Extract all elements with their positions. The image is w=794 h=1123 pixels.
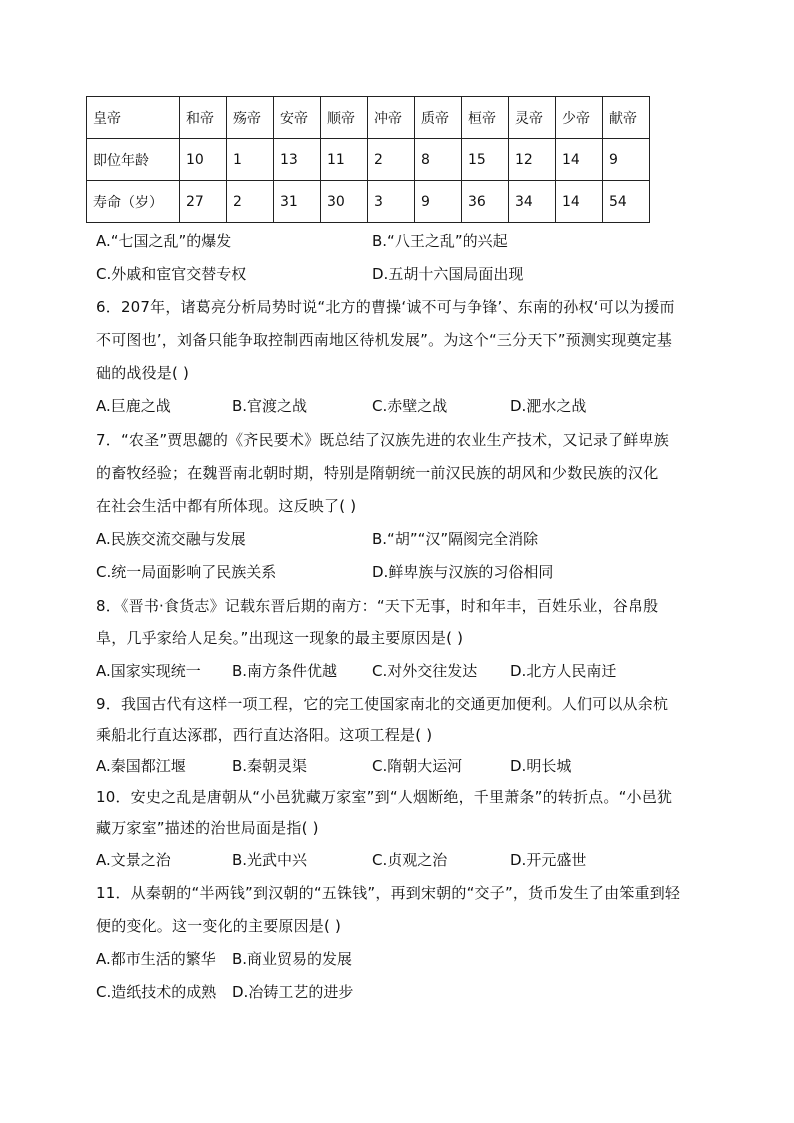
- table-cell: 少帝: [556, 97, 603, 139]
- option-b[interactable]: B.光武中兴: [232, 851, 308, 869]
- table-cell: 15: [462, 139, 509, 181]
- table-cell: 皇帝: [87, 97, 180, 139]
- option-c[interactable]: C.对外交往发达: [372, 662, 478, 680]
- option-b[interactable]: B.官渡之战: [232, 397, 308, 415]
- table-cell: 殇帝: [227, 97, 274, 139]
- option-a[interactable]: A.民族交流交融与发展: [96, 530, 246, 548]
- table-cell: 寿命（岁）: [87, 181, 180, 223]
- table-cell: 质帝: [415, 97, 462, 139]
- question-7-line: 的畜牧经验；在魏晋南北朝时期，特别是隋朝统一前汉民族的胡风和少数民族的汉化: [96, 464, 659, 482]
- question-8-line: 8．《晋书·食货志》记载东晋后期的南方：“天下无事，时和年丰，百姓乐业，谷帛殷: [96, 597, 659, 615]
- option-b[interactable]: B.商业贸易的发展: [232, 950, 353, 968]
- option-d[interactable]: D.北方人民南迁: [510, 662, 617, 680]
- question-6-line: 不可图也’，刘备只能争取控制西南地区待机发展”。为这个“三分天下”预测实现奠定基: [96, 331, 673, 349]
- table-cell: 12: [509, 139, 556, 181]
- question-11-line: 11．从秦朝的“半两钱”到汉朝的“五铢钱”，再到宋朝的“交子”，货币发生了由笨重到轻: [96, 884, 681, 902]
- table-cell: 36: [462, 181, 509, 223]
- option-a[interactable]: A.文景之治: [96, 851, 171, 869]
- table-cell: 灵帝: [509, 97, 556, 139]
- question-9-line: 乘船北行直达涿郡，西行直达洛阳。这项工程是( ): [96, 726, 433, 744]
- table-cell: 27: [180, 181, 227, 223]
- option-d[interactable]: D.开元盛世: [510, 851, 587, 869]
- table-cell: 安帝: [274, 97, 321, 139]
- option-a[interactable]: A.“七国之乱”的爆发: [96, 232, 232, 250]
- table-row: [87, 139, 650, 181]
- option-c[interactable]: C.贞观之治: [372, 851, 448, 869]
- question-7-line: 在社会生活中都有所体现。这反映了( ): [96, 497, 357, 515]
- option-d[interactable]: D.冶铸工艺的进步: [232, 983, 354, 1001]
- table-cell: 14: [556, 181, 603, 223]
- table-cell: 2: [368, 139, 415, 181]
- table-cell: 30: [321, 181, 368, 223]
- table-cell: 献帝: [603, 97, 650, 139]
- option-c[interactable]: C.外戚和宦官交替专权: [96, 265, 247, 283]
- table-cell: 冲帝: [368, 97, 415, 139]
- question-11-line: 便的变化。这一变化的主要原因是( ): [96, 917, 342, 935]
- table-cell: 9: [415, 181, 462, 223]
- table-cell: 和帝: [180, 97, 227, 139]
- option-c[interactable]: C.统一局面影响了民族关系: [96, 563, 277, 581]
- option-d[interactable]: D.五胡十六国局面出现: [372, 265, 524, 283]
- table-cell: 1: [227, 139, 274, 181]
- option-a[interactable]: A.国家实现统一: [96, 662, 201, 680]
- question-10-line: 藏万家室”描述的治世局面是指( ): [96, 819, 319, 837]
- question-7-line: 7．“农圣”贾思勰的《齐民要术》既总结了汉族先进的农业生产技术，又记录了鲜卑族: [96, 431, 669, 449]
- question-9-line: 9．我国古代有这样一项工程，它的完工使国家南北的交通更加便利。人们可以从余杭: [96, 695, 669, 713]
- option-c[interactable]: C.隋朝大运河: [372, 757, 463, 775]
- table-cell: 8: [415, 139, 462, 181]
- option-a[interactable]: A.都市生活的繁华: [96, 950, 216, 968]
- option-a[interactable]: A.秦国都江堰: [96, 757, 186, 775]
- table-cell: 34: [509, 181, 556, 223]
- table-cell: 2: [227, 181, 274, 223]
- option-c[interactable]: C.赤壁之战: [372, 397, 448, 415]
- option-b[interactable]: B.“八王之乱”的兴起: [372, 232, 508, 250]
- option-d[interactable]: D.鲜卑族与汉族的习俗相同: [372, 563, 554, 581]
- table-cell: 54: [603, 181, 650, 223]
- option-b[interactable]: B.南方条件优越: [232, 662, 338, 680]
- question-8-line: 阜，几乎家给人足矣。”出现这一现象的最主要原因是( ): [96, 629, 464, 647]
- option-a[interactable]: A.巨鹿之战: [96, 397, 171, 415]
- table-cell: 即位年龄: [87, 139, 180, 181]
- table-cell: 11: [321, 139, 368, 181]
- emperor-table: [86, 96, 650, 223]
- question-10-line: 10．安史之乱是唐朝从“小邑犹藏万家室”到“人烟断绝，千里萧条”的转折点。“小邑犹: [96, 788, 673, 806]
- table-row: [87, 181, 650, 223]
- table-cell: 顺帝: [321, 97, 368, 139]
- option-b[interactable]: B.秦朝灵渠: [232, 757, 308, 775]
- table-cell: 桓帝: [462, 97, 509, 139]
- table-cell: 10: [180, 139, 227, 181]
- table-cell: 13: [274, 139, 321, 181]
- table-cell: 31: [274, 181, 321, 223]
- option-d[interactable]: D.明长城: [510, 757, 572, 775]
- option-c[interactable]: C.造纸技术的成熟: [96, 983, 217, 1001]
- option-b[interactable]: B.“胡”“汉”隔阂完全消除: [372, 530, 539, 548]
- table-header-row: [87, 97, 650, 139]
- option-d[interactable]: D.淝水之战: [510, 397, 587, 415]
- table-cell: 3: [368, 181, 415, 223]
- question-6-line: 6．207年，诸葛亮分析局势时说“北方的曹操‘诚不可与争锋’、东南的孙权‘可以为援而: [96, 298, 675, 316]
- table-cell: 9: [603, 139, 650, 181]
- table-cell: 14: [556, 139, 603, 181]
- question-6-line: 础的战役是( ): [96, 364, 190, 382]
